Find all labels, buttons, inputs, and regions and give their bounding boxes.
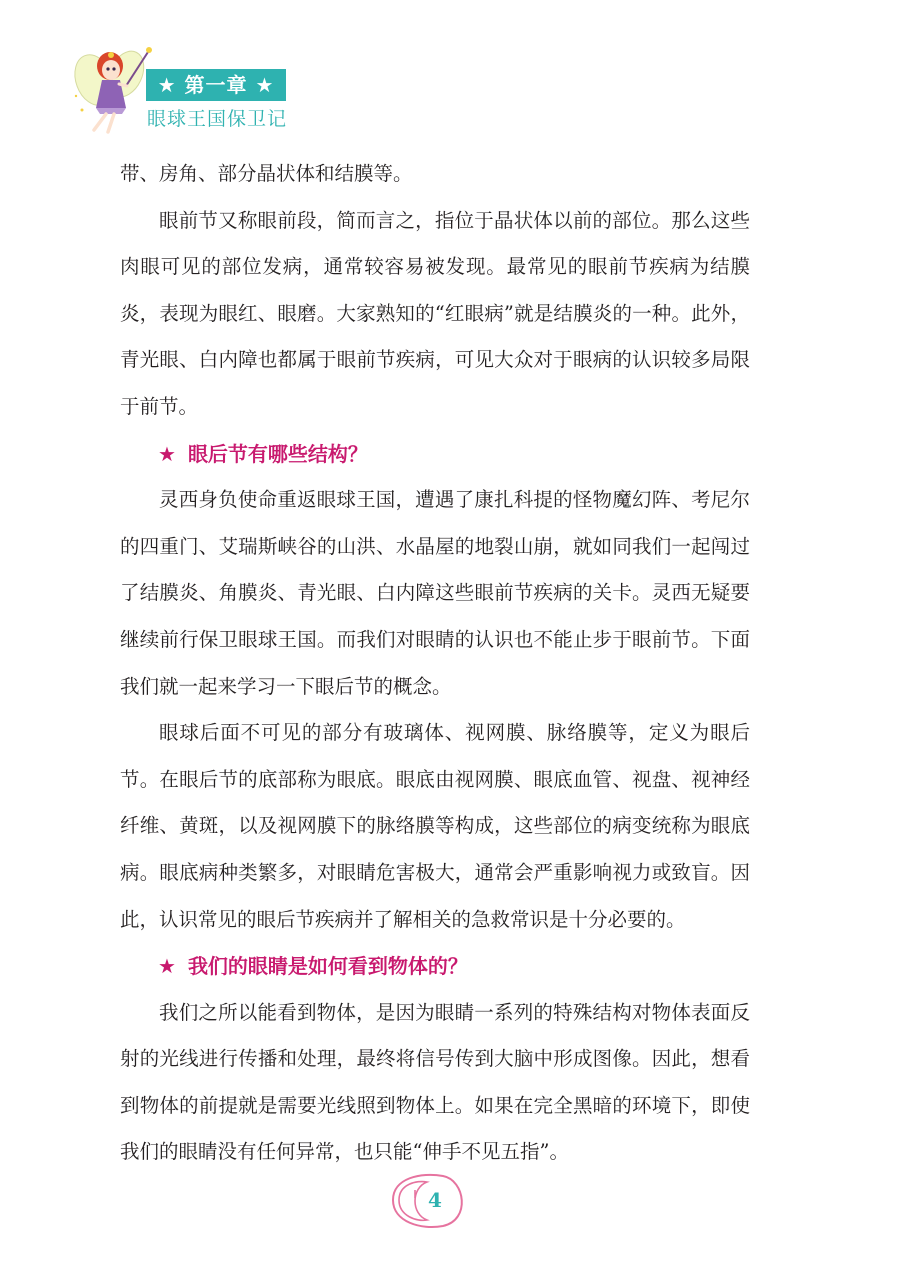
section-heading-text: 我们的眼睛是如何看到物体的？ xyxy=(187,954,468,979)
paragraph-story: 灵西身负使命重返眼球王国，遭遇了康扎科提的怪物魔幻阵、考尼尔的四重门、艾瑞斯峡谷的山洪、水晶屋的地裂山崩，就如同我们一起闯过了结膜炎、角膜炎、青光眼、白内障这些眼前节疾病的关卡。灵西无疑要继续前行保卫眼球王国。而我们对眼睛的认识也不能止步于眼前节。下面我们就一起来学习一下眼后节的概念。 xyxy=(120,488,750,698)
paragraph-continued: 带、房角、部分晶状体和结膜等。 xyxy=(120,162,413,185)
chapter-title: 眼球王国保卫记 xyxy=(147,108,288,130)
paragraph-posterior-segment: 眼球后面不可见的部分有玻璃体、视网膜、脉络膜等，定义为眼后节。在眼后节的底部称为眼底。眼底由视网膜、眼底血管、视盘、视神经纤维、黄斑，以及视网膜下的脉络膜等构成，这些部位的病变统称为眼底病。眼底病种类繁多，对眼睛危害极大，通常会严重影响视力或致盲。因此，认识常见的眼后节疾病并了解相关的急救常识是十分必要的。 xyxy=(120,721,750,931)
star-icon: ★ xyxy=(158,954,176,979)
fairy-mascot-icon xyxy=(64,40,154,136)
page-number: 4 xyxy=(428,1188,442,1212)
page-header xyxy=(0,0,900,140)
chapter-badge: ★ 第一章 ★ xyxy=(146,69,286,101)
main-content xyxy=(120,151,750,1176)
section-heading-how-eyes-see xyxy=(120,943,750,990)
star-icon: ★ xyxy=(158,441,176,466)
section-heading-text: 眼后节有哪些结构？ xyxy=(187,441,368,466)
section-heading-posterior-structure xyxy=(120,431,750,478)
paragraph-vision: 我们之所以能看到物体，是因为眼睛一系列的特殊结构对物体表面反射的光线进行传播和处理，最终将信号传到大脑中形成图像。因此，想看到物体的前提就是需要光线照到物体上。如果在完全黑暗的环境下，即使我们的眼睛没有任何异常，也只能“伸手不见五指”。 xyxy=(120,1000,750,1164)
paragraph-anterior-segment: 眼前节又称眼前段，简而言之，指位于晶状体以前的部位。那么这些肉眼可见的部位发病，通常较容易被发现。最常见的眼前节疾病为结膜炎，表现为眼红、眼磨。大家熟知的“红眼病”就是结膜炎的一种。此外，青光眼、白内障也都属于眼前节疾病，可见大众对于眼病的认识较多局限于前节。 xyxy=(120,208,750,418)
